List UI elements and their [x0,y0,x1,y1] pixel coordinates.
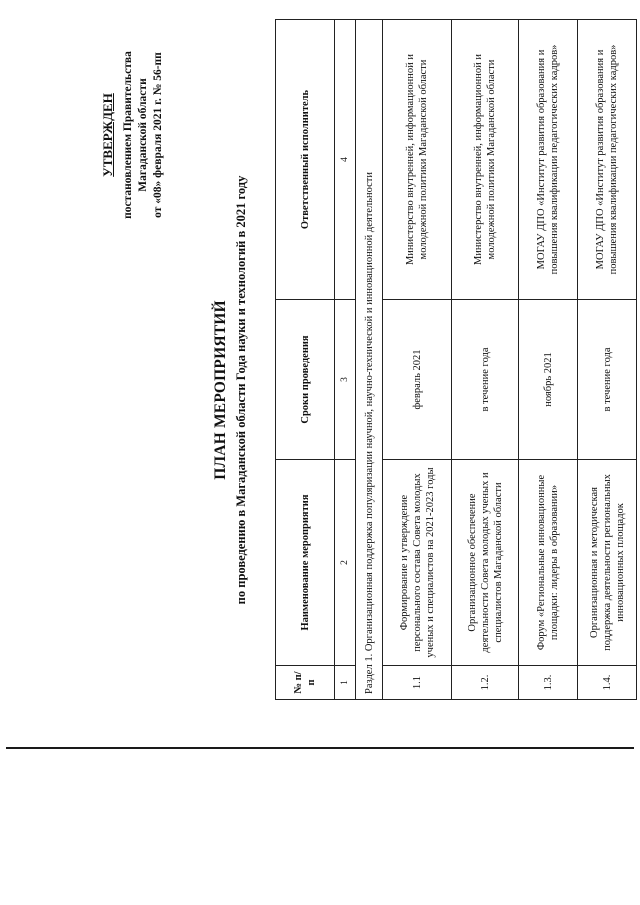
plan-subtitle: по проведению в Магаданской области Года науки и технологий в 2021 году [234,175,248,605]
approval-title: УТВЕРЖДЕН [100,93,115,177]
event-responsible: Министерство внутренней, информационной и молодежной политики Магаданской области [452,20,519,300]
column-number: 1 [335,666,356,700]
table-row [578,20,637,700]
column-number: 4 [335,20,356,300]
approval-line-1: постановлением Правительства [122,51,134,219]
event-period: в течение года [578,300,637,460]
event-responsible: МОГАУ ДПО «Институт развития образования и повышения квалификации педагогических кадров» [519,20,578,300]
plan-title: ПЛАН МЕРОПРИЯТИЙ [212,300,229,480]
column-number: 2 [335,460,356,666]
column-number-row [335,20,356,700]
column-number: 3 [335,300,356,460]
table-row [519,20,578,700]
event-name: Формирование и утверждение персонального состава Совета молодых ученых и специалистов на 2021-2023 годы [383,460,452,666]
event-responsible: МОГАУ ДПО «Институт развития образования и повышения квалификации педагогических кадров» [578,20,637,300]
header-responsible: Ответственный исполнитель [276,20,335,300]
table-header-row [276,20,335,700]
event-name: Организационное обеспечение деятельности Совета молодых ученых и специалистов Магаданской области [452,460,519,666]
table-row [452,20,519,700]
row-number: 1.2. [452,666,519,700]
header-event-name: Наименование мероприятия [276,460,335,666]
row-number: 1.1 [383,666,452,700]
event-responsible: Министерство внутренней, информационной и молодежной политики Магаданской области [383,20,452,300]
row-number: 1.4. [578,666,637,700]
event-name: Организационная и методическая поддержка деятельности региональных инновационных площадок [578,460,637,666]
header-period: Сроки проведения [276,300,335,460]
approval-block [100,20,166,250]
header-number: № п/п [276,666,335,700]
document-page [40,0,626,780]
plan-table [275,19,637,700]
row-number: 1.3. [519,666,578,700]
table-row [383,20,452,700]
section-row [356,20,383,700]
approval-line-2: Магаданской области [137,78,149,192]
approval-line-3: от «08» февраля 2021 г. № 56-пп [152,52,164,218]
event-period: в течение года [452,300,519,460]
event-period: ноябрь 2021 [519,300,578,460]
event-name: Форум «Региональные инновационные площадки: лидеры в образовании» [519,460,578,666]
section-title: Раздел 1. Организационная поддержка популяризации научной, научно-технической и инновационной деятельности [356,20,383,700]
event-period: февраль 2021 [383,300,452,460]
